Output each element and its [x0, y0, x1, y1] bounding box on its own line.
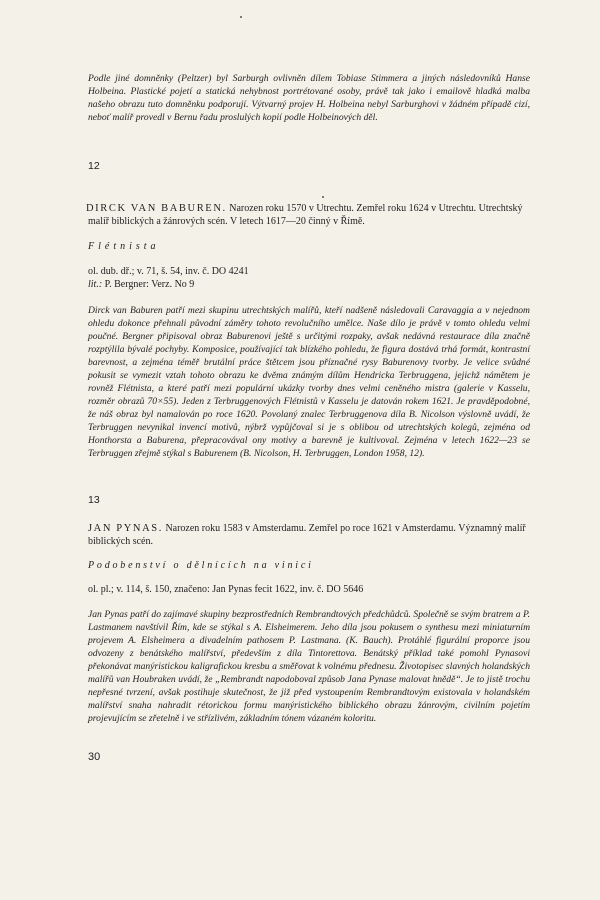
artist-name: JAN PYNAS. — [88, 523, 163, 534]
work-title: Podobenství o dělnících na vinici — [88, 560, 314, 571]
margin-dot — [240, 16, 242, 18]
work-title: Flétnista — [88, 241, 160, 252]
catalog-details: ol. dub. dř.; v. 71, š. 54, inv. č. DO 4241 — [88, 266, 249, 277]
artist-bio: Narozen roku 1570 v Utrechtu. Zemřel roku 1624 v Utrechtu. Utrechtský malíř biblických a žánrových scén. V letech 1617—20 činný v Římě. — [88, 203, 523, 227]
entry-number: 12 — [88, 160, 100, 172]
catalog-entry-12 — [88, 160, 530, 460]
entry-number: 13 — [88, 494, 100, 506]
catalog-details: ol. pl.; v. 114, š. 150, značeno: Jan Pynas fecit 1622, inv. č. DO 5646 — [88, 584, 364, 595]
page-number: 30 — [88, 751, 101, 763]
margin-dot — [322, 196, 324, 198]
literature-line — [88, 278, 530, 291]
entry-heading — [88, 202, 530, 228]
literature-text: P. Bergner: Verz. No 9 — [104, 279, 195, 290]
literature-label: lit.: — [88, 279, 103, 290]
entry-heading — [88, 522, 530, 548]
entry-description: Jan Pynas patří do zajímavé skupiny bezprostředních Rembrandtových předchůdců. Společně se svým bratrem a P. Lastmanem navštívil Řím, kde se stýkal s A. Elsheimerem. Jeho díla jsou pokusem o synthesu mezi miniaturním projevem A. Elsheimera a divadelním pathosem P. Lastmana. (K. Bauch). Protáhlé figurální proporce jsou odvozeny z benátského malířství, především z díla Tintorettova. Benátský příklad také pomohl Pynasovi překonávat manýristickou kaligrafickou kresbu a směřovat k volnému přednesu. Životopisec slavných holandských malířů van Houbraken uvádí, že „Rembrandt napodoboval způsob Jana Pynase malovat hnědě“. Je to jistě trochu nepřesné tvrzení, avšak postihuje skutečnost, že již před vystoupením Rembrandtovým existovala v holandském malířství snaha nahradit rétorickou formu manýristického biblického obrazu žánrovým, civilním pojetím projevujícím se zřetelně i ve střízlivém, základním tónem vázaném koloritu. — [88, 609, 530, 724]
catalog-entry-13 — [88, 494, 530, 725]
artist-bio: Narozen roku 1583 v Amsterdamu. Zemřel po roce 1621 v Amsterdamu. Významný malíř biblických scén. — [88, 523, 526, 547]
entry-description: Dirck van Baburen patří mezi skupinu utrechtských malířů, kteří nadšeně následovali Caravaggia a v nejednom ohledu dokonce přehnali původní záměry tohoto revolučního umělce. Naše dílo je právě v tomto ohledu velmi poučné. Bergner připisoval obraz Baburenovi ještě s určitými rozpaky, avšak nedávná restaurace díla značně rozptýlila bývalé pochyby. Komposice, používající tak blízkého pohledu, že figura dostává trhá formát, kontrastní barevnost, a zejména téměř brutální práce štětcem jsou příznačné rysy Baburenovy tvorby. Je velice svůdné pokusit se vymezit vztah tohoto obrazu ke dvěma známým dílům Hendricka Terbruggena, jejichž námětem je rovněž Flétnista, a které patří mezi populární ukázky tvorby dnes velmi ceněného mistra (galerie v Kasselu, rozměr obrazů 70×55). Jeden z Terbruggenových Flétnistů v Kasselu je datován rokem 1621. Je pravděpodobné, že náš obraz byl namalován po roce 1620. Povolaný znalec Terbruggenova díla B. Nicolson výslovně uvádí, že Terbruggen nevynikal invencí motivů, nýbrž vypůjčoval si je s oblibou od utrechtských kolegů, zejména od Honthorsta a Baburena, přepracovával ony motivy a barevně je kultivoval. Zejména v letech 1622—23 se Terbruggen zřejmě stýkal s Baburenem (B. Nicolson, H. Terbruggen, London 1958, 12). — [88, 305, 530, 459]
intro-paragraph: Podle jiné domněnky (Peltzer) byl Sarburgh ovlivněn dílem Tobiase Stimmera a jiných následovníků Hanse Holbeina. Plastické pojetí a statická nehybnost portrétované osoby, právě tak jako i emailově hladká malba našeho obrazu tuto domněnku podporují. Výtvarný projev H. Holbeina nebyl Sarburghovi v žádném případě cizí, neboť malíř provedl v Bernu řadu proslulých kopií podle Holbeinových děl. — [88, 73, 530, 123]
artist-name: DIRCK VAN BABUREN. — [86, 203, 227, 214]
